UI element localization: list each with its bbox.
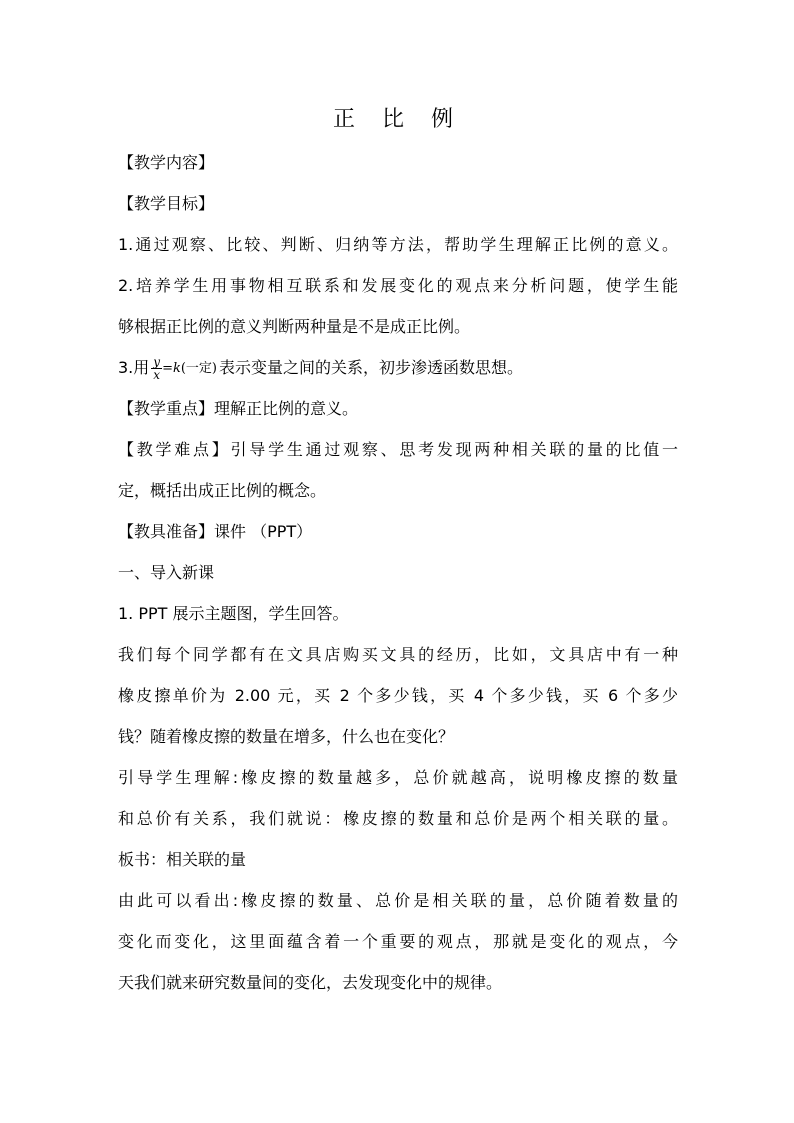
board-writing: 板书：相关联的量: [118, 850, 247, 869]
intro-step-1: 1. PPT 展示主题图，学生回答。: [118, 604, 349, 623]
difficulty-line-1: 【教学难点】引导学生通过观察、思考发现两种相关联的量的比值一: [118, 440, 678, 459]
objective-2-line-2: 够根据正比例的意义判断两种量是不是成正比例。: [118, 317, 471, 336]
formula-constant-note: (一定): [180, 361, 218, 376]
objective-3-prefix: 3.用: [118, 358, 150, 377]
paragraph-3-line-2: 变化而变化，这里面蕴含着一个重要的观点，那就是变化的观点，今: [118, 932, 678, 951]
objective-2-line-1: 2.培养学生用事物相互联系和发展变化的观点来分析问题，使学生能: [118, 276, 678, 295]
ratio-formula: [151, 356, 217, 381]
page-title: 正 比 例: [333, 107, 463, 132]
paragraph-1-line-2: 橡皮擦单价为 2.00 元，买 2 个多少钱，买 4 个多少钱，买 6 个多少: [118, 686, 678, 705]
document-page: [118, 100, 678, 1003]
paragraph-3-line-3: 天我们就来研究数量间的变化，去发现变化中的规律。: [118, 973, 503, 992]
paragraph-2-line-2: 和总价有关系，我们就说：橡皮擦的数量和总价是两个相关联的量。: [118, 809, 678, 828]
objective-3-suffix: 表示变量之间的关系，初步渗透函数思想。: [219, 358, 524, 377]
formula-k: k: [172, 361, 181, 376]
section-heading-objectives: 【教学目标】: [118, 194, 215, 213]
section-heading-intro: 一、导入新课: [118, 563, 215, 582]
paragraph-3-line-1: 由此可以看出:橡皮擦的数量、总价是相关联的量，总价随着数量的: [118, 891, 678, 910]
teaching-aids: 【教具准备】课件 （PPT）: [118, 522, 313, 541]
section-heading-content: 【教学内容】: [118, 153, 215, 172]
paragraph-1-line-3: 钱？随着橡皮擦的数量在增多，什么也在变化？: [118, 727, 455, 746]
fraction-denominator: x: [153, 368, 161, 382]
fraction: [151, 356, 162, 381]
objective-3: [118, 347, 678, 388]
formula-equals: =: [162, 361, 173, 376]
formula-rest: [162, 361, 217, 376]
difficulty-line-2: 定，概括出成正比例的概念。: [118, 481, 327, 500]
fraction-numerator: y: [153, 355, 161, 369]
key-point: 【教学重点】理解正比例的意义。: [118, 399, 359, 418]
paragraph-1-line-1: 我们每个同学都有在文具店购买文具的经历，比如，文具店中有一种: [118, 645, 678, 664]
paragraph-2-line-1: 引导学生理解:橡皮擦的数量越多，总价就越高，说明橡皮擦的数量: [118, 768, 678, 787]
objective-1: 1.通过观察、比较、判断、归纳等方法，帮助学生理解正比例的意义。: [118, 235, 678, 254]
